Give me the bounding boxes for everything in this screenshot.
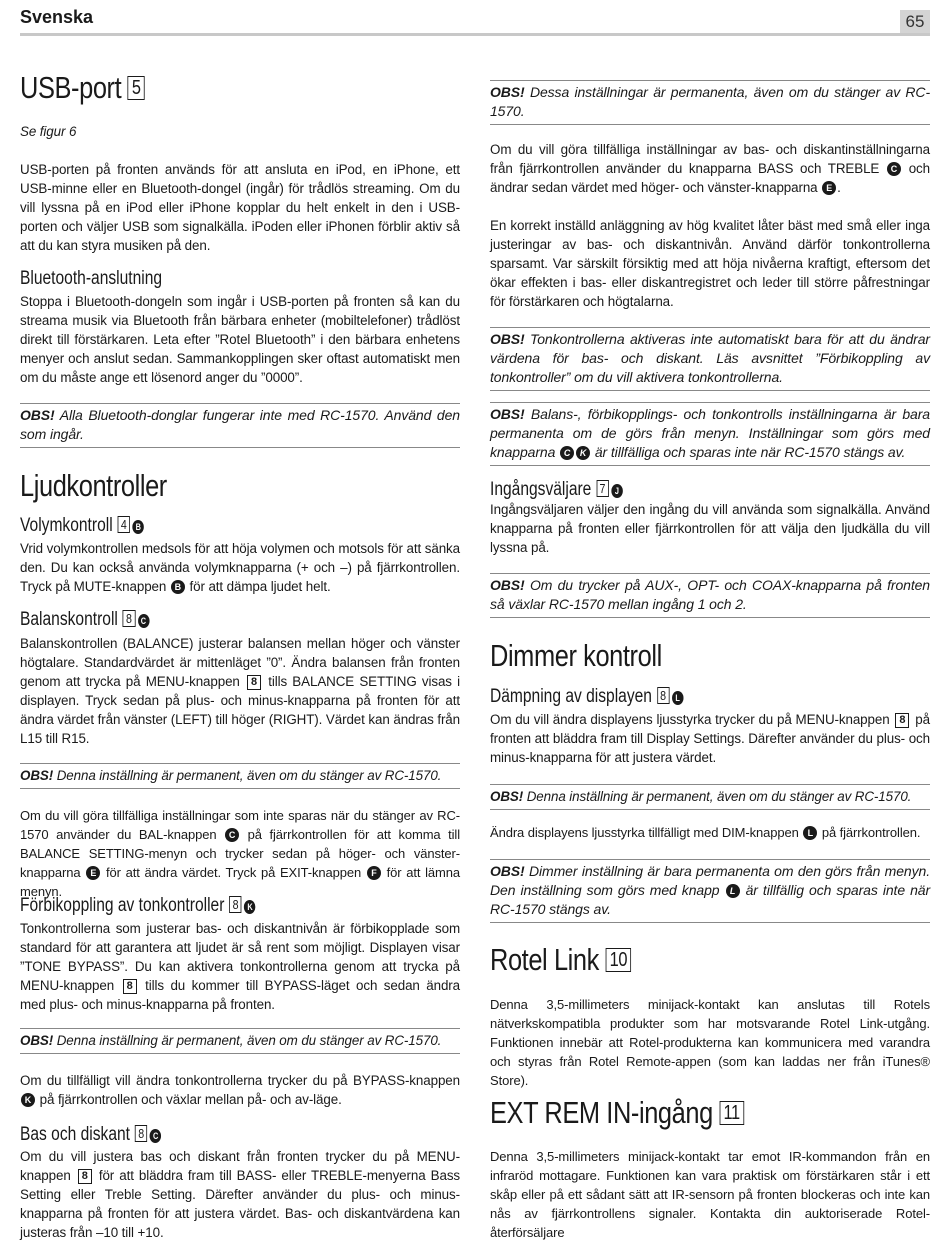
obs-note: OBS! Alla Bluetooth-donglar fungerar inte med RC-1570. Använd den som ingår.	[20, 403, 460, 448]
obs-note: OBS! Dimmer inställning är bara permanenta om den görs från menyn. Den inställning som görs med knapp L är tillfällig och sparas inte när RC-1570 stängs av.	[490, 859, 930, 923]
ref-box: 5	[128, 76, 145, 100]
volume-body: Vrid volymkontrollen medsols för att höja volymen och motsols för att sänka den. Du kan också använda volymknapparna (+ och –) på fjärrkontrollen. Tryck på MUTE-knappen B för att dämpa ljudet helt.	[20, 541, 460, 594]
bypass-body-2: Om du tillfälligt vill ändra tonkontrollerna trycker du på BYPASS-knappen K på fjärrkontrollen och växlar mellan på- och av-läge.	[20, 1073, 460, 1107]
subsection-title: Volymkontroll 4 B	[20, 515, 381, 537]
ext-rem-body: Denna 3,5-millimeters minijack-kontakt tar emot IR-kommandon från en infraröd mottagare. Funktionen kan vara praktisk om förstärkaren står i ett skåp eller på ett sådant sätt att IR-sensorn på fronten blockeras och inte kan nås av fjärrkontrollens signaler. Kontakta din auktoriserade Rotel-återförsäljare	[490, 1149, 930, 1240]
obs-note: OBS! Dessa inställningar är permanenta, även om du stänger av RC-1570.	[490, 80, 930, 125]
display-body: Om du vill ändra displayens ljusstyrka trycker du på MENU-knappen 8 på fronten att bläddra fram till Display Settings. Därefter använder du plus- och minus-knapparna för att justera värdet.	[490, 712, 930, 765]
obs-note: OBS! Tonkontrollerna aktiveras inte automatiskt bara för att du ändrar värdena för bas- och diskant. Läs avsnittet ”Förbikoppling av tonkontroller” om du vill aktivera tonkontrollerna.	[490, 327, 930, 391]
obs-note: OBS! Denna inställning är permanent, även om du stänger av RC-1570.	[20, 763, 460, 789]
bass-treble-temp-body: Om du vill göra tillfälliga inställningar av bas- och diskantinställningarna från fjärrkontrollen använder du knapparna BASS och TREBLE C och ändrar sedan värdet med höger- och vänster-knapparna E .	[490, 142, 930, 195]
section-title: Dimmer kontroll	[490, 638, 662, 673]
usb-section	[20, 70, 460, 106]
display-body-2: Ändra displayens ljusstyrka tillfälligt med DIM-knappen L på fjärrkontrollen.	[490, 825, 921, 840]
subsection-title: Balanskontroll 8 C	[20, 609, 381, 631]
obs-label: OBS!	[20, 407, 55, 423]
page-number: 65	[900, 10, 930, 33]
volume-section	[20, 515, 460, 537]
balance-body-2: Om du vill göra tillfälliga inställningar som inte sparas när du stänger av RC-1570 använder du BAL-knappen C på fjärrkontrollen för att komma till BALANCE SETTING-menyn och trycker sedan på höger- och vänster-knapparna E för att ändra värdet. Tryck på EXIT-knappen F för att lämna menyn.	[20, 808, 461, 899]
bass-treble-body: Om du vill justera bas och diskant från fronten trycker du på MENU-knappen 8 för att bläddra fram till BASS- eller TREBLE-menyerna Bass Setting eller Treble Setting. Därefter använder du plus- och minus-knapparna på fronten för att justera värdet. Bas- och diskantvärdena kan justeras från –10 till +10.	[20, 1149, 461, 1240]
subsection-title: Bas och diskant 8 C	[20, 1124, 381, 1146]
ext-rem-section	[490, 1095, 930, 1131]
display-section	[490, 686, 930, 708]
obs-note: OBS! Denna inställning är permanent, även om du stänger av RC-1570.	[490, 784, 930, 810]
section-title: Ljudkontroller	[20, 468, 167, 503]
obs-note: OBS! Balans-, förbikopplings- och tonkontrolls inställningarna är bara permanenta om de görs från menyn. Inställningar som görs med knapparna C K är tillfälliga och sparas inte när RC-1570 stängs av.	[490, 402, 930, 466]
bluetooth-body: Stoppa i Bluetooth-dongeln som ingår i USB-porten på fronten så kan du streama musik via Bluetooth från bärbara enheter (mobiltelefoner) trådlöst direkt till förstärkaren. Leta efter ”Rotel Bluetooth” i den bärbara enhetens menyer och anslut sedan. Sammankopplingen sker oftast automatiskt men om du måste ange ett lösenord anger du ”0000”.	[20, 294, 460, 385]
subsection-title: Ingångsväljare 7 J	[490, 479, 851, 501]
language-label: Svenska	[20, 7, 94, 27]
section-title: EXT REM IN-ingång 11	[490, 1095, 851, 1131]
section-title: USB-port 5	[20, 70, 381, 106]
page-header	[20, 4, 930, 36]
tone-advice-body: En korrekt inställd anläggning av hög kvalitet låter bäst med små eller inga justeringar av bas- och diskantnivån. Använd därför tonkontrollerna sparsamt. Var särskilt försiktig med att höja nivåerna kraftigt, eftersom det ökar effekten i bas- eller diskantregistret och leder till större påfrestningar för förstärkaren och högtalarna.	[490, 218, 930, 309]
subsection-title: Dämpning av displayen 8 L	[490, 686, 851, 708]
balance-body: Balanskontrollen (BALANCE) justerar balansen mellan höger och vänster högtalare. Standardvärdet är mittenläget ”0”. Ändra balansen från fronten genom att trycka på MENU-knappen 8 tills BALANCE SETTING visas i displayen. Tryck sedan på plus- och minus-knapparna på fronten för att ändra värdet från vänster (LEFT) till höger (RIGHT). Värdet kan ändras från L15 till R15.	[20, 636, 460, 746]
usb-body: USB-porten på fronten används för att ansluta en iPod, en iPhone, ett USB-minne eller en Bluetooth-dongel (ingår) för trådlös streaming. Om du vill lyssna på en iPod eller iPhone kopplar du helt enkelt in den i USB-porten och väljer USB som signalkälla. iPoden eller iPhonen förblir aktiv så att du kan styra musiken på den.	[20, 162, 460, 253]
bluetooth-section	[20, 268, 460, 290]
subsection-title: Bluetooth-anslutning	[20, 268, 163, 289]
bass-treble-section	[20, 1124, 460, 1146]
obs-note: OBS! Om du trycker på AUX-, OPT- och COAX-knapparna på fronten så växlar RC-1570 mellan ingång 1 och 2.	[490, 573, 930, 618]
rotel-link-section	[490, 942, 930, 978]
input-section	[490, 479, 930, 501]
section-title: Rotel Link 10	[490, 942, 851, 978]
rotel-link-body: Denna 3,5-millimeters minijack-kontakt kan anslutas till Rotels nätverkskompatibla produkter som har motsvarande Rotel Link-utgång. Funktionen innebär att Rotel-produkterna kan kommunicera med varandra och styras från Rotel Remote-appen (som kan laddas ner från iTunes® Store).	[490, 997, 930, 1088]
figure-reference: Se figur 6	[20, 124, 77, 139]
input-body: Ingångsväljaren väljer den ingång du vill använda som signalkälla. Använd knapparna på fronten eller fjärrkontrollen för att välja den ljudkälla du vill lyssna på.	[490, 502, 930, 555]
bypass-section	[20, 895, 460, 917]
subsection-title: Förbikoppling av tonkontroller 8 K	[20, 895, 381, 917]
balance-section	[20, 609, 460, 631]
bypass-body: Tonkontrollerna som justerar bas- och diskantnivån är förbikopplade som standard för att garantera att ljudet är så rent som möjligt. Displayen visar ”TONE BYPASS”. Du kan aktivera tonkontrollerna genom att trycka på MENU-knappen 8 tills du kommer till BYPASS-läget och sedan ändra med plus- och minus-knapparna på fronten.	[20, 921, 461, 1012]
obs-note: OBS! Denna inställning är permanent, även om du stänger av RC-1570.	[20, 1028, 460, 1054]
